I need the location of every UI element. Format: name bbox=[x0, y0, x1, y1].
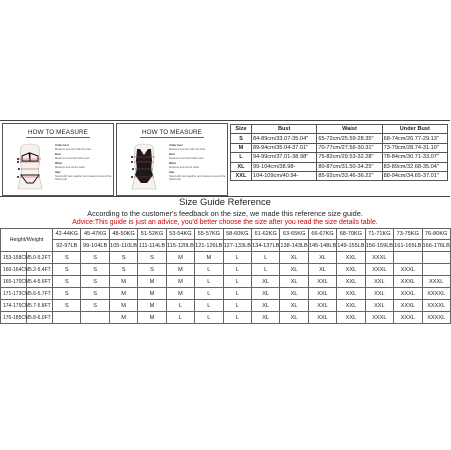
height-ft-cell: 5.6-5.7FT bbox=[27, 288, 53, 300]
how-to-measure-title: HOW TO MEASURE bbox=[117, 129, 227, 138]
recommended-size-cell: M bbox=[109, 312, 137, 324]
height-cm-cell: 171-173CM bbox=[1, 288, 27, 300]
recommended-size-cell: S bbox=[138, 252, 166, 264]
note-body: Measure round the fullest part bbox=[55, 156, 90, 160]
height-ft-cell: 5.4-5.6FT bbox=[27, 276, 53, 288]
size-guide-advice: Advice:This guide is just an advice, you'd better choose the size after you read the size details table. bbox=[72, 219, 378, 226]
recommended-size-cell: XL bbox=[251, 312, 279, 324]
recommended-size-cell: XXL bbox=[308, 288, 336, 300]
note-body: Stand with feet together and measure around the fullest part bbox=[55, 174, 112, 181]
recommended-size-cell: L bbox=[223, 288, 251, 300]
recommended-size-cell: XXL bbox=[337, 312, 365, 324]
size-chart-cell-under: 68-74cm/26.77-29.13" bbox=[382, 134, 447, 143]
weight-kg-cell: 53-54KG bbox=[166, 229, 194, 240]
size-chart-cell-under: 83-89cm/32.68-35.04" bbox=[382, 162, 447, 171]
height-cm-cell: 174-175CM bbox=[1, 300, 27, 312]
note-body: Measure around under the bust bbox=[55, 147, 92, 151]
height-cm-cell: 160-164CM bbox=[1, 264, 27, 276]
header-bust: Bust bbox=[252, 125, 317, 134]
recommended-size-cell: L bbox=[195, 288, 223, 300]
weight-lb-cell: 134-137LB bbox=[251, 240, 279, 252]
recommended-size-cell: XL bbox=[280, 300, 308, 312]
size-chart-cell-size: XL bbox=[231, 162, 252, 171]
note-head: Bust bbox=[169, 153, 175, 156]
weight-kg-cell: 42-44KG bbox=[53, 229, 81, 240]
recommended-size-cell: S bbox=[109, 252, 137, 264]
note-body: Measure around the waist bbox=[169, 165, 199, 169]
weight-kg-cell: 51-52KG bbox=[138, 229, 166, 240]
size-chart-cell-waist: 65-72cm/25.59-28.35" bbox=[317, 134, 382, 143]
measure-notes bbox=[55, 144, 113, 184]
recommended-size-cell: L bbox=[195, 264, 223, 276]
size-chart-row bbox=[231, 153, 448, 162]
size-chart-table bbox=[230, 124, 448, 181]
weight-kg-row bbox=[1, 229, 451, 240]
recommended-size-cell bbox=[53, 312, 81, 324]
recommended-size-cell: M bbox=[195, 252, 223, 264]
recommended-size-cell: M bbox=[166, 288, 194, 300]
size-chart-row bbox=[231, 171, 448, 180]
height-ft-cell: 5.2-5.4FT bbox=[27, 264, 53, 276]
height-ft-cell: 5.0-5.2FT bbox=[27, 252, 53, 264]
header-waist: Waist bbox=[317, 125, 382, 134]
recommended-size-cell: S bbox=[53, 252, 81, 264]
size-guide-row bbox=[1, 276, 451, 288]
weight-kg-cell: 66-67KG bbox=[308, 229, 336, 240]
note-body: Measure around under the bust bbox=[169, 147, 206, 151]
recommended-size-cell: S bbox=[53, 300, 81, 312]
recommended-size-cell: XL bbox=[251, 276, 279, 288]
recommended-size-cell: L bbox=[166, 312, 194, 324]
recommended-size-cell: L bbox=[195, 300, 223, 312]
height-cm-cell: 165-170CM bbox=[1, 276, 27, 288]
recommended-size-cell: S bbox=[81, 276, 109, 288]
recommended-size-cell: S bbox=[53, 288, 81, 300]
recommended-size-cell: M bbox=[109, 276, 137, 288]
recommended-size-cell: XL bbox=[280, 276, 308, 288]
weight-lb-cell: 149-155LB bbox=[337, 240, 365, 252]
weight-kg-cell: 73-75KG bbox=[394, 229, 422, 240]
measure-notes bbox=[169, 144, 227, 184]
how-to-measure-title: HOW TO MEASURE bbox=[3, 129, 113, 138]
size-chart-header-row bbox=[231, 125, 448, 134]
recommended-size-cell: L bbox=[195, 312, 223, 324]
recommended-size-cell: XXXL bbox=[394, 312, 422, 324]
weight-lb-cell: 92-97LB bbox=[53, 240, 81, 252]
recommended-size-cell: XL bbox=[280, 288, 308, 300]
weight-kg-cell: 63-65KG bbox=[280, 229, 308, 240]
size-chart-cell-bust: 99-104cm/38.98- bbox=[252, 162, 317, 171]
how-to-measure-panel-one-piece bbox=[116, 123, 228, 196]
size-guide-body bbox=[1, 229, 451, 324]
note-head: Under bust bbox=[55, 144, 69, 147]
weight-kg-cell: 71-71KG bbox=[365, 229, 393, 240]
size-chart-cell-under: 78-84cm/30.71-33.07" bbox=[382, 153, 447, 162]
size-guide-row bbox=[1, 264, 451, 276]
recommended-size-cell: S bbox=[138, 264, 166, 276]
height-ft-cell: 5.8-6.0FT bbox=[27, 312, 53, 324]
one-piece-figure-icon bbox=[123, 141, 165, 193]
recommended-size-cell: L bbox=[223, 312, 251, 324]
recommended-size-cell: XL bbox=[251, 288, 279, 300]
size-chart-cell-bust: 94-99cm/37.01-38.98" bbox=[252, 153, 317, 162]
recommended-size-cell: XXXXL bbox=[422, 288, 450, 300]
size-chart-cell-size: L bbox=[231, 153, 252, 162]
recommended-size-cell: XXL bbox=[337, 276, 365, 288]
note-head: Hips bbox=[169, 171, 175, 174]
recommended-size-cell: M bbox=[166, 276, 194, 288]
weight-kg-cell: 68-70KG bbox=[337, 229, 365, 240]
size-chart-row bbox=[231, 134, 448, 143]
recommended-size-cell: XXL bbox=[365, 300, 393, 312]
recommended-size-cell: XXL bbox=[337, 288, 365, 300]
note-body: Measure around the waist bbox=[55, 165, 85, 169]
weight-lb-cell: 111-114LB bbox=[138, 240, 166, 252]
weight-lb-cell: 138-143LB bbox=[280, 240, 308, 252]
size-guide-title: Size Guide Reference bbox=[179, 196, 271, 207]
weight-lb-cell: 166-176LB bbox=[422, 240, 450, 252]
size-chart-cell-waist: 80-87cm/31.50-34.25" bbox=[317, 162, 382, 171]
weight-lb-cell: 156-159LB bbox=[365, 240, 393, 252]
size-chart-cell-bust: 84-89cm/33.07-35.04" bbox=[252, 134, 317, 143]
recommended-size-cell: L bbox=[195, 276, 223, 288]
size-guide-row bbox=[1, 312, 451, 324]
recommended-size-cell: S bbox=[81, 300, 109, 312]
recommended-size-cell: XXL bbox=[308, 276, 336, 288]
recommended-size-cell: L bbox=[166, 300, 194, 312]
header-under-bust: Under Bust bbox=[382, 125, 447, 134]
size-chart-cell-waist: 70-77cm/27.56-30.31" bbox=[317, 143, 382, 152]
weight-kg-cell: 58-60KG bbox=[223, 229, 251, 240]
height-cm-cell: 153-158CM bbox=[1, 252, 27, 264]
recommended-size-cell: XXL bbox=[337, 252, 365, 264]
recommended-size-cell: XXL bbox=[337, 300, 365, 312]
recommended-size-cell: M bbox=[138, 312, 166, 324]
header-size: Size bbox=[231, 125, 252, 134]
recommended-size-cell: XXXXL bbox=[422, 300, 450, 312]
recommended-size-cell: S bbox=[53, 276, 81, 288]
note-head: Under bust bbox=[169, 144, 183, 147]
recommended-size-cell: XXXL bbox=[365, 312, 393, 324]
recommended-size-cell: XL bbox=[251, 300, 279, 312]
weight-lb-cell: 127-133LB bbox=[223, 240, 251, 252]
weight-kg-cell: 76-80KG bbox=[422, 229, 450, 240]
weight-kg-cell: 45-47KG bbox=[81, 229, 109, 240]
note-head: Hips bbox=[55, 171, 61, 174]
recommended-size-cell: XXL bbox=[308, 312, 336, 324]
recommended-size-cell: L bbox=[251, 264, 279, 276]
size-guide-row bbox=[1, 288, 451, 300]
recommended-size-cell: L bbox=[223, 300, 251, 312]
size-guide-description: According to the customer's feedback on the size, we made this reference size guide. bbox=[87, 209, 363, 218]
recommended-size-cell: XXL bbox=[365, 276, 393, 288]
size-chart-cell-bust: 104-109cm/40.94- bbox=[252, 171, 317, 180]
recommended-size-cell: XXXL bbox=[422, 276, 450, 288]
note-body: Stand with feet together and measure around the fullest part bbox=[169, 174, 226, 181]
recommended-size-cell: XXL bbox=[337, 264, 365, 276]
recommended-size-cell: XXXL bbox=[394, 300, 422, 312]
height-ft-cell: 5.7-5.8FT bbox=[27, 300, 53, 312]
recommended-size-cell bbox=[81, 312, 109, 324]
recommended-size-cell: S bbox=[109, 264, 137, 276]
size-chart-cell-size: M bbox=[231, 143, 252, 152]
note-head: Bust bbox=[55, 153, 61, 156]
recommended-size-cell: XL bbox=[308, 252, 336, 264]
recommended-size-cell: M bbox=[109, 288, 137, 300]
recommended-size-cell: M bbox=[138, 276, 166, 288]
recommended-size-cell: M bbox=[166, 264, 194, 276]
size-chart-cell-waist: 75-82cm/29.53-32.28" bbox=[317, 153, 382, 162]
recommended-size-cell bbox=[422, 252, 450, 264]
recommended-size-cell: S bbox=[81, 252, 109, 264]
recommended-size-cell: L bbox=[223, 276, 251, 288]
recommended-size-cell: XXXL bbox=[394, 276, 422, 288]
weight-lb-cell: 145-148LB bbox=[308, 240, 336, 252]
recommended-size-cell: L bbox=[223, 252, 251, 264]
recommended-size-cell: S bbox=[81, 288, 109, 300]
weight-kg-cell: 48-50KG bbox=[109, 229, 137, 240]
size-guide-row bbox=[1, 252, 451, 264]
recommended-size-cell: XXL bbox=[365, 288, 393, 300]
recommended-size-cell: S bbox=[53, 264, 81, 276]
note-head: Waist bbox=[169, 162, 176, 165]
note-body: Measure round the fullest part bbox=[169, 156, 204, 160]
recommended-size-cell: M bbox=[166, 252, 194, 264]
recommended-size-cell bbox=[422, 264, 450, 276]
recommended-size-cell: XL bbox=[280, 264, 308, 276]
how-to-measure-panel-bikini bbox=[2, 123, 114, 196]
recommended-size-cell: L bbox=[223, 264, 251, 276]
recommended-size-cell bbox=[394, 252, 422, 264]
size-chart-cell-size: S bbox=[231, 134, 252, 143]
weight-kg-cell: 61-62KG bbox=[251, 229, 279, 240]
size-chart-body bbox=[231, 134, 448, 181]
size-chart-cell-bust: 89-94cm/35.04-37.01" bbox=[252, 143, 317, 152]
recommended-size-cell: XL bbox=[308, 264, 336, 276]
weight-lb-row bbox=[1, 240, 451, 252]
weight-kg-cell: 55-57KG bbox=[195, 229, 223, 240]
size-chart-cell-under: 73-79cm/28.74-31.10" bbox=[382, 143, 447, 152]
recommended-size-cell: M bbox=[138, 288, 166, 300]
recommended-size-cell: M bbox=[138, 300, 166, 312]
recommended-size-cell: XXXL bbox=[394, 264, 422, 276]
height-cm-cell: 176-185CM bbox=[1, 312, 27, 324]
size-chart-cell-under: 88-94cm/34.65-37.01" bbox=[382, 171, 447, 180]
weight-lb-cell: 105-110LB bbox=[109, 240, 137, 252]
size-chart-cell-waist: 85-92cm/33.46-36.22" bbox=[317, 171, 382, 180]
weight-lb-cell: 161-165LB bbox=[394, 240, 422, 252]
recommended-size-cell: XXXXL bbox=[422, 312, 450, 324]
size-guide-table bbox=[0, 228, 451, 324]
size-chart-row bbox=[231, 143, 448, 152]
weight-lb-cell: 115-120LB bbox=[166, 240, 194, 252]
size-chart-cell-size: XXL bbox=[231, 171, 252, 180]
recommended-size-cell: XXXL bbox=[365, 264, 393, 276]
recommended-size-cell: L bbox=[251, 252, 279, 264]
bikini-figure-icon bbox=[9, 141, 51, 193]
recommended-size-cell: XXL bbox=[308, 300, 336, 312]
size-guide-row bbox=[1, 300, 451, 312]
recommended-size-cell: XXXL bbox=[394, 288, 422, 300]
height-weight-label: Height/Weight bbox=[1, 229, 53, 252]
recommended-size-cell: XL bbox=[280, 312, 308, 324]
note-head: Waist bbox=[55, 162, 62, 165]
weight-lb-cell: 121-126LB bbox=[195, 240, 223, 252]
size-chart-row bbox=[231, 162, 448, 171]
weight-lb-cell: 99-104LB bbox=[81, 240, 109, 252]
recommended-size-cell: M bbox=[109, 300, 137, 312]
recommended-size-cell: XXXL bbox=[365, 252, 393, 264]
recommended-size-cell: XL bbox=[280, 252, 308, 264]
recommended-size-cell: S bbox=[81, 264, 109, 276]
